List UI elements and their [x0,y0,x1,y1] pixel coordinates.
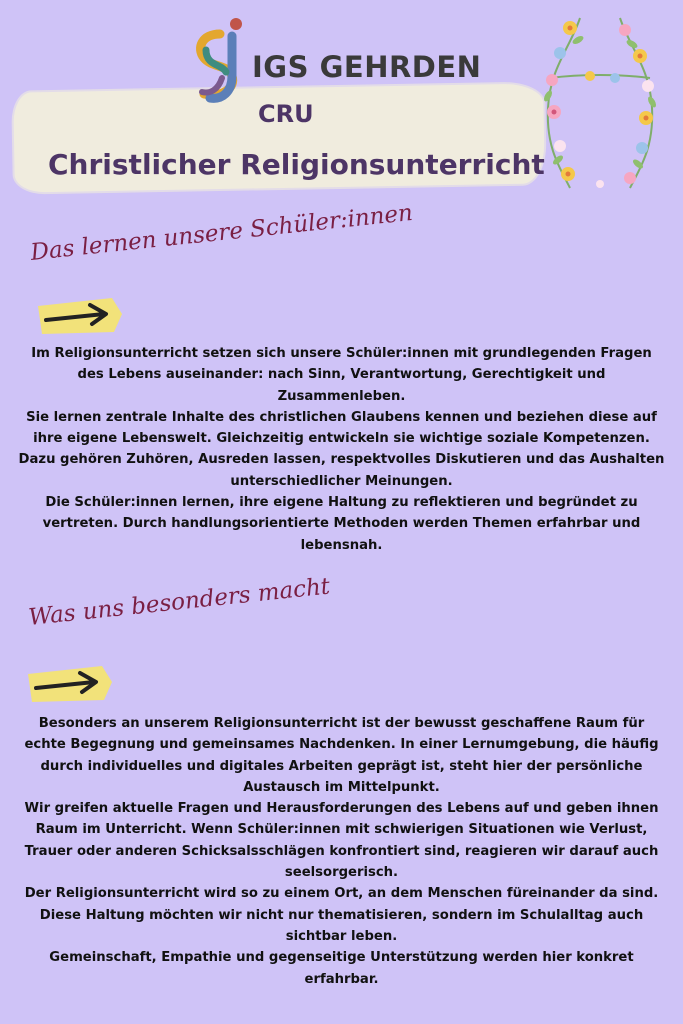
igs-logo-icon [192,14,248,104]
page-title: Christlicher Religionsunterricht [48,148,545,181]
paragraph: Der Religionsunterricht wird so zu einem Ort, an dem Menschen füreinander da sind. [24,886,659,902]
section-heading-special: Was uns besonders macht [27,573,332,631]
paragraph: Gemeinschaft, Empathie und gegenseitige Unterstützung werden hier konkret erfahrbar. [49,950,634,987]
paragraph: Besonders an unserem Religionsunterricht ist der bewusst geschaffene Raum für echte Begegnung und gemeinsames Nachdenken. In einer Lernumgebung, die häufig durch individuelles und digitales Arbeiten geprägt ist, steht hier der persönliche Austausch im Mittelpunkt. [24,716,659,795]
section-heading-learning: Das lernen unsere Schüler:innen [29,199,415,266]
paragraph: Diese Haltung möchten wir nicht nur thematisieren, sondern im Schulalltag auch sichtbar leben. [39,907,644,944]
page-short-title: CRU [258,100,314,128]
school-name: IGS GEHRDEN [252,50,482,84]
section-body-learning [16,343,667,556]
paragraph: Die Schüler:innen lernen, ihre eigene Haltung zu reflektieren und begründet zu vertreten. Durch handlungsorientierte Methoden werden Themen erfahrbar und lebensnah. [42,495,641,553]
paragraph: Sie lernen zentrale Inhalte des christlichen Glaubens kennen und beziehen diese auf ihre eigene Lebenswelt. Gleichzeitig entwickeln sie wichtige soziale Kompetenzen. [26,409,657,447]
paragraph: Dazu gehören Zuhören, Ausreden lassen, respektvolles Diskutieren und das Aushalten unterschiedlicher Meinungen. [18,452,665,489]
arrow-right-icon [34,294,126,338]
floral-cross-icon [530,8,665,193]
paragraph: Wir greifen aktuelle Fragen und Herausforderungen des Lebens auf und geben ihnen Raum im Unterricht. Wenn Schüler:innen mit schwierigen Situationen wie Verlust, Trauer oder anderen Schicksalsschlägen konfrontiert sind, reagieren wir darauf auch seelsorgerisch. [24,801,659,881]
paragraph: Im Religionsunterricht setzen sich unsere Schüler:innen mit grundlegenden Fragen des Lebens auseinander: nach Sinn, Verantwortung, Gerechtigkeit und Zusammenleben. [31,346,652,404]
arrow-right-icon [24,662,116,706]
section-body-special [16,713,667,990]
